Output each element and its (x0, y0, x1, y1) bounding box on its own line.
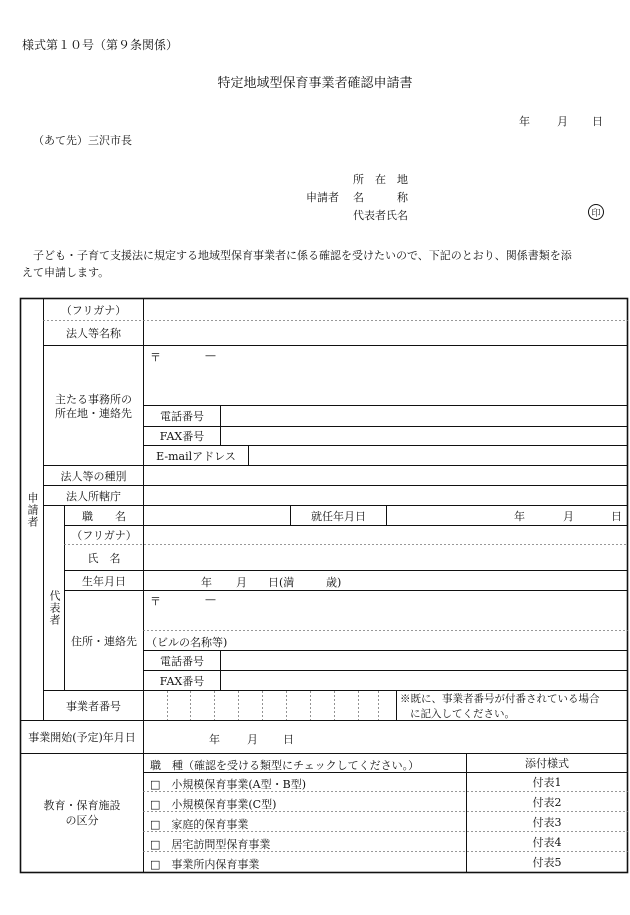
rep-postal-mark: 〒 (150, 595, 161, 608)
representative-name-label: 代表者氏名 (353, 209, 408, 222)
position-label: 職 名 (82, 509, 126, 523)
birth-date-label: 生年月日 (82, 574, 126, 588)
building-name-label: （ビルの名称等) (146, 636, 228, 649)
rep-phone-label: 電話番号 (160, 654, 204, 668)
appointed-day-label: 日 (611, 510, 622, 523)
rep-fax-label: FAX番号 (159, 674, 205, 688)
jurisdiction-label: 法人所轄庁 (66, 489, 121, 503)
form-number: 様式第１０号（第９条関係） (22, 38, 179, 52)
birth-year-label: 年 (201, 576, 212, 589)
postal-mark: 〒 (150, 351, 161, 364)
corp-furigana-label: （フリガナ） (60, 303, 127, 317)
intro-line-2: えて申請します。 (22, 266, 110, 279)
business-number-label: 事業者番号 (66, 699, 121, 713)
main-office-label-line2: 所在地・連絡先 (55, 407, 132, 420)
intro-line-1: 子ども・子育て支援法に規定する地域型保育事業者に係る確認を受けたいので、下記のとおり、関係書類を添 (33, 249, 572, 262)
type-option-3[interactable]: □ 家庭的保育事業 (150, 818, 249, 831)
attach-form-4: 付表4 (532, 835, 562, 849)
rep-furigana-label: （フリガナ） (71, 529, 137, 542)
appointed-year-label: 年 (514, 510, 525, 523)
main-office-label-line1: 主たる事務所の (55, 393, 132, 406)
birth-age-label: 歳) (326, 576, 342, 589)
start-date-label: 事業開始(予定)年月日 (28, 731, 136, 744)
start-year-label: 年 (209, 733, 220, 746)
applicant-label: 申請者 (306, 191, 339, 204)
applicant-address-label: 所 在 地 (353, 173, 408, 186)
type-option-5[interactable]: □ 事業所内保育事業 (150, 858, 260, 871)
rep-postal-dash: — (205, 593, 216, 606)
birth-month-label: 月 (236, 576, 247, 589)
email-label: E-mailアドレス (156, 449, 236, 463)
attach-form-2: 付表2 (532, 795, 562, 809)
type-option-4[interactable]: □ 居宅訪問型保育事業 (150, 838, 271, 851)
attach-header: 添付様式 (525, 757, 569, 770)
document-title: 特定地域型保育事業者確認申請書 (217, 76, 413, 91)
date-year-label: 年 (519, 115, 530, 128)
applicant-column-label: 申請者 (26, 491, 39, 528)
facility-label-line2: の区分 (65, 814, 99, 827)
attach-form-3: 付表3 (532, 815, 562, 829)
start-day-label: 日 (283, 733, 294, 746)
business-note-line2: に記入してください。 (410, 708, 515, 720)
start-month-label: 月 (247, 733, 258, 746)
postal-dash: — (205, 349, 216, 362)
rep-name-label: 氏 名 (87, 551, 121, 565)
appointed-month-label: 月 (563, 510, 574, 523)
business-note-line1: ※既に、事業者番号が付番されている場合 (400, 693, 600, 705)
corp-name-label: 法人等名称 (66, 327, 121, 340)
attach-form-1: 付表1 (532, 776, 562, 789)
type-option-1[interactable]: □ 小規模保育事業(A型・B型) (150, 778, 307, 791)
representative-column-label: 代表者 (48, 589, 61, 626)
type-option-2[interactable]: □ 小規模保育事業(C型) (150, 798, 277, 811)
appointed-date-label: 就任年月日 (311, 509, 366, 523)
type-header: 職 種（確認を受ける類型にチェックしてください。） (150, 759, 420, 772)
phone-label: 電話番号 (160, 410, 204, 423)
facility-label-line1: 教育・保育施設 (43, 799, 121, 812)
fax-label: FAX番号 (159, 430, 205, 443)
attach-form-5: 付表5 (532, 856, 562, 869)
rep-address-label: 住所・連絡先 (71, 634, 137, 648)
addressee: （あて先）三沢市長 (33, 134, 132, 147)
birth-day-label: 日(満 (268, 576, 295, 589)
date-month-label: 月 (557, 115, 568, 128)
applicant-name-label: 名 称 (353, 191, 408, 204)
seal-mark: 印 (588, 204, 604, 220)
date-day-label: 日 (592, 115, 603, 128)
corp-type-label: 法人等の種別 (60, 469, 127, 483)
